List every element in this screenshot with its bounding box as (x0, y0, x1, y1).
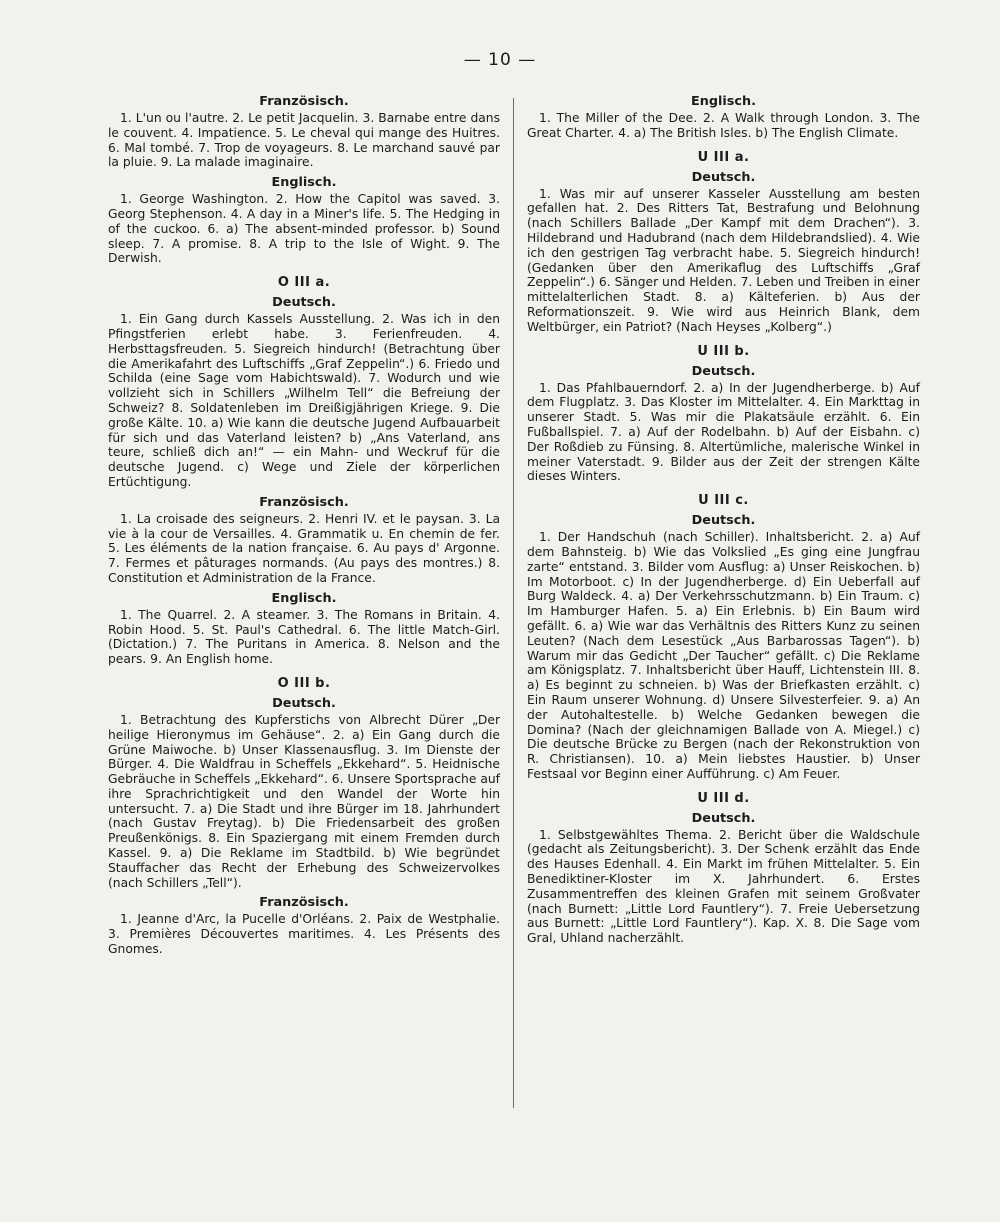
language-heading: Englisch. (271, 590, 337, 606)
topic-section (527, 493, 920, 782)
topic-section (108, 275, 500, 490)
language-heading: Deutsch. (691, 169, 756, 185)
topic-section (527, 791, 920, 946)
language-heading: Deutsch. (691, 513, 756, 529)
topic-section (108, 591, 500, 667)
topic-list: 1. The Quarrel. 2. A steamer. 3. The Romans in Britain. 4. Robin Hood. 5. St. Paul's Cathedral. 6. The little Match-Girl. (Dictation.) 7. The Puritans in America. 8. Nelson and the pears. 9. An English home. (108, 607, 500, 667)
left-column (108, 94, 500, 961)
topic-list: 1. The Miller of the Dee. 2. A Walk through London. 3. The Great Charter. 4. a) The British Isles. b) The English Climate. (527, 111, 920, 140)
topic-section (108, 175, 500, 266)
topic-list: 1. L'un ou l'autre. 2. Le petit Jacquelin. 3. Barnabe entre dans le couvent. 4. Impatience. 5. Le cheval qui mange des Huitres. 6. Mal tombé. 7. Trop de voyageurs. 8. Le marchand sauvé par la pluie. 9. La malade imaginaire. (108, 111, 500, 170)
topic-list: 1. Was mir auf unserer Kasseler Ausstellung am besten gefallen hat. 2. Des Ritters Tat, Bestrafung und Belohnung (nach Schillers Ballade „Der Kampf mit dem Drachen“). 3. Hildebrand und Hadubrand (nach dem Hildebrandslied). 4. Wie ich den gestrigen Tag verbracht habe. 5. Siegreich hindurch! (Gedanken über den Amerikaflug des Luftschiffs „Graf Zeppelin“.) 6. Sänger und Helden. 7. Leben und Treiben in einer mittelalterlichen Stadt. 8. a) Kälteferien. b) Aus der Reformationszeit. 9. Wie wird aus Heinrich Blank, dem Weltbürger, ein Patriot? (Nach Heyses „Kolberg“.) (527, 186, 920, 334)
topic-section (108, 94, 500, 170)
topic-section (108, 495, 500, 586)
class-heading: U III c. (698, 493, 749, 509)
class-heading: U III a. (697, 149, 750, 165)
language-heading: Englisch. (691, 94, 756, 109)
topic-list: 1. Ein Gang durch Kassels Ausstellung. 2. Was ich in den Pfingstferien erlebt habe. 3. Ferienfreuden. 4. Herbsttagsfreuden. 5. Siegreich hindurch! (Betrachtung über die Amerikafahrt des Luftschiffs „Graf Zeppelin“.) 6. Friedo und Schilda (eine Sage vom Habichtswald). 7. Wodurch und wie vollzieht sich in Schillers „Wilhelm Tell“ die Befreiung der Schweiz? 8. Soldatenleben im Dreißigjährigen Kriege. 9. Die große Kälte. 10. a) Wie kann die deutsche Jugend Aufbauarbeit für sich und das Vaterland leisten? b) „Ans Vaterland, ans teure, schließ dich an!“ — ein Mahn- und Weckruf für die deutsche Jugend. c) Wege und Ziele der körperlichen Ertüchtigung. (108, 312, 500, 489)
topic-section (527, 344, 920, 485)
topic-list: 1. Der Handschuh (nach Schiller). Inhaltsbericht. 2. a) Auf dem Bahnsteig. b) Wie das Volkslied „Es ging eine Jungfrau zarte“ entstand. 3. Bilder vom Ausflug: a) Unser Reiskochen. b) Im Motorboot. c) In der Jugendherberge. d) Ein Ueberfall auf Burg Waldeck. 4. a) Der Verkehrsschutzmann. b) Ein Traum. c) Im Hamburger Hafen. 5. a) Ein Erlebnis. b) Ein Baum wird gefällt. 6. a) Wie war das Verhältnis des Ritters Kunz zu seinen Leuten? (Nach dem Lesestück „Aus Barbarossas Tagen“). b) Warum mir das Gedicht „Der Taucher“ gefällt. c) Die Reklame am Königsplatz. 7. Inhaltsbericht über Hauff, Lichtenstein III. 8. a) Es beginnt zu schneien. b) Was der Briefkasten erzählt. c) Ein Raum unserer Wohnung. d) Unsere Silvesterfeier. 9. a) An der Autohaltestelle. b) Welche Gedanken bewegen die Domina? (Nach der gleichnamigen Ballade von A. Miegel.) c) Die deutsche Brücke zu Bergen (nach der Rekonstruktion von R. Christiansen). 10. a) Mein liebstes Haustier. b) Unser Festsaal vor Beginn einer Aufführung. c) Am Feuer. (527, 530, 920, 781)
language-heading: Französisch. (259, 94, 349, 109)
language-heading: Englisch. (271, 175, 337, 191)
right-column (527, 94, 920, 950)
topic-list: 1. George Washington. 2. How the Capitol was saved. 3. Georg Stephenson. 4. A day in a Miner's life. 5. The Hedging in of the cuckoo. 6. a) The absent-minded professor. b) Sound sleep. 7. A promise. 8. A trip to the Isle of Wight. 9. The Derwish. (108, 192, 500, 266)
language-heading: Französisch. (259, 494, 349, 510)
language-heading: Deutsch. (272, 295, 336, 311)
class-heading: U III d. (697, 790, 750, 806)
topic-list: 1. Betrachtung des Kupferstichs von Albrecht Dürer „Der heilige Hieronymus im Gehäuse“. 2. a) Ein Gang durch die Grüne Maiwoche. b) Unser Klassenausflug. 3. Im Dienste der Bürger. 4. Die Waldfrau in Scheffels „Ekkehard“. 5. Heidnische Gebräuche in Scheffels „Ekkehard“. 6. Unsere Sportsprache auf ihre Sprachrichtigkeit und den Wandel der Worte hin untersucht. 7. a) Die Stadt und ihre Bürger im 18. Jahrhundert (nach Gustav Freytag). b) Die Friedensarbeit des großen Preußenkönigs. 8. Ein Spaziergang mit einem Fremden durch Kassel. 9. a) Die Reklame im Stadtbild. b) Wie begründet Stauffacher das Recht der Erhebung des Schweizervolkes (nach Schillers „Tell“). (108, 712, 500, 890)
topic-section (527, 94, 920, 141)
language-heading: Französisch. (259, 895, 349, 911)
column-divider (513, 98, 514, 1108)
topic-section (527, 150, 920, 335)
topic-section (108, 676, 500, 891)
topic-list: 1. Das Pfahlbauerndorf. 2. a) In der Jugendherberge. b) Auf dem Flugplatz. 3. Das Kloster im Mittelalter. 4. Ein Markttag in unserer Stadt. 5. Was mir die Plakatsäule erzählt. 6. Ein Fußballspiel. 7. a) Auf der Rodelbahn. b) Auf der Eisbahn. c) Der Roßdieb zu Fünsing. 8. Altertümliche, malerische Winkel in meiner Vaterstadt. 9. Bilder aus der Zeit der strengen Kälte dieses Winters. (527, 380, 920, 484)
page-number: — 10 — (463, 50, 537, 70)
topic-list: 1. Selbstgewähltes Thema. 2. Bericht über die Waldschule (gedacht als Zeitungsbericht). 3. Der Schenk erzählt das Ende des Hauses Edenhall. 4. Ein Markt im frühen Mittelalter. 5. Ein Benediktiner-Kloster im X. Jahrhundert. 6. Erstes Zusammentreffen des kleinen Grafen mit seinem Großvater (nach Burnett: „Little Lord Fauntlery“). 7. Freie Uebersetzung aus Burnett: „Little Lord Fauntlery“). Kap. X. 8. Die Sage vom Gral, Uhland nacherzählt. (527, 827, 920, 946)
language-heading: Deutsch. (272, 695, 336, 711)
language-heading: Deutsch. (691, 363, 756, 379)
class-heading: O III b. (277, 675, 331, 691)
topic-section (108, 895, 500, 956)
topic-list: 1. Jeanne d'Arc, la Pucelle d'Orléans. 2. Paix de Westphalie. 3. Premières Découvertes maritimes. 4. Les Présents des Gnomes. (108, 912, 500, 957)
class-heading: U III b. (697, 343, 750, 359)
language-heading: Deutsch. (691, 810, 756, 826)
class-heading: O III a. (277, 275, 331, 291)
topic-list: 1. La croisade des seigneurs. 2. Henri IV. et le paysan. 3. La vie à la cour de Versailles. 4. Grammatik u. En chemin de fer. 5. Les éléments de la nation française. 6. Au pays d' Argonne. 7. Fermes et pâturages normands. (Au pays des montres.) 8. Constitution et Administration de la France. (108, 511, 500, 585)
